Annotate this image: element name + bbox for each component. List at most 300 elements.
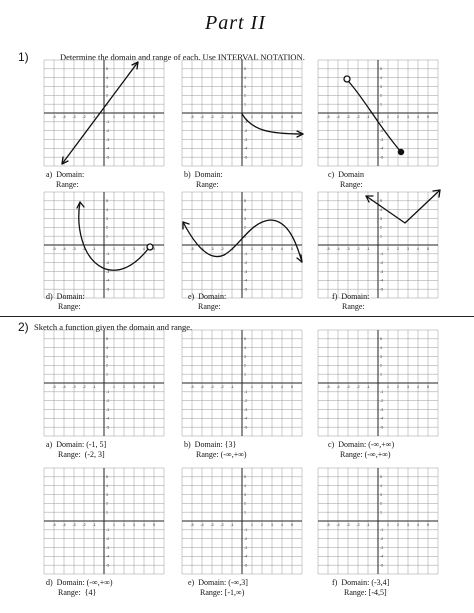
y-tick-label: -4 (380, 554, 384, 559)
y-tick-label: 2 (380, 93, 382, 98)
range-label: Range: (344, 587, 367, 597)
section-divider (0, 316, 474, 317)
caption-1e (188, 292, 226, 311)
x-tick-label: 1 (387, 523, 389, 527)
item-letter: b) (184, 440, 191, 449)
y-tick-label: -5 (380, 287, 384, 292)
x-tick-label: 1 (387, 115, 389, 119)
domain-value: (-∞,3] (228, 578, 248, 587)
domain-label: Domain: (198, 578, 227, 587)
range-label: Range: (196, 449, 219, 459)
y-tick-label: -1 (106, 390, 110, 395)
y-tick-label: -2 (380, 128, 384, 133)
x-tick-label: -5 (190, 115, 194, 119)
graph-2d-grid (44, 468, 164, 574)
y-tick-label: 3 (380, 492, 382, 497)
x-tick-label: -1 (230, 523, 234, 527)
domain-label: Domain: (56, 578, 85, 587)
y-tick-label: 4 (106, 207, 108, 212)
question-1-instruction: Determine the domain and range of each. Use INTERVAL NOTATION. (60, 52, 305, 62)
y-tick-label: 3 (106, 84, 108, 89)
x-tick-label: -5 (52, 115, 56, 119)
y-tick-label: 2 (244, 501, 246, 506)
range-value: [-1,∞) (224, 587, 245, 597)
x-tick-label: -1 (366, 115, 370, 119)
y-tick-label: -5 (106, 287, 110, 292)
y-tick-label: -5 (380, 563, 384, 568)
x-tick-label: -2 (220, 385, 224, 389)
y-tick-label: 1 (380, 372, 382, 377)
y-tick-label: 5 (106, 199, 108, 204)
y-tick-label: 2 (106, 225, 108, 230)
range-label: Range: (56, 179, 79, 189)
y-tick-label: -2 (106, 536, 110, 541)
x-tick-label: 2 (397, 247, 399, 251)
x-tick-label: -2 (82, 385, 86, 389)
x-tick-label: -1 (366, 247, 370, 251)
range-label: Range: (340, 449, 363, 459)
x-tick-label: 4 (281, 115, 283, 119)
x-tick-label: -4 (200, 523, 204, 527)
x-tick-label: 4 (417, 523, 419, 527)
y-tick-label: 2 (380, 225, 382, 230)
x-tick-label: 2 (261, 385, 263, 389)
domain-value: (-∞,+∞) (368, 440, 395, 449)
domain-value: (-3,4] (371, 578, 390, 587)
y-tick-label: 1 (106, 372, 108, 377)
x-tick-label: 1 (113, 385, 115, 389)
x-tick-label: 1 (113, 247, 115, 251)
y-tick-label: -4 (106, 278, 110, 283)
range-label: Range: (58, 301, 81, 311)
x-tick-label: 2 (261, 523, 263, 527)
item-letter: d) (46, 578, 53, 587)
y-tick-label: 4 (244, 345, 246, 350)
x-tick-label: 4 (281, 247, 283, 251)
y-tick-label: -4 (380, 146, 384, 151)
y-tick-label: 3 (380, 84, 382, 89)
y-tick-label: -1 (380, 252, 384, 257)
y-tick-label: 1 (244, 372, 246, 377)
x-tick-label: -1 (230, 385, 234, 389)
x-tick-label: 4 (417, 115, 419, 119)
y-tick-label: -3 (106, 269, 110, 274)
graph-1d-arrow-start (77, 202, 84, 208)
y-tick-label: 5 (380, 337, 382, 342)
y-tick-label: -4 (244, 278, 248, 283)
x-tick-label: 2 (261, 115, 263, 119)
x-tick-label: 3 (407, 523, 409, 527)
y-tick-label: 2 (380, 501, 382, 506)
x-tick-label: 5 (427, 385, 429, 389)
x-tick-label: -3 (346, 115, 350, 119)
x-tick-label: -4 (336, 523, 340, 527)
item-letter: f) (332, 292, 338, 301)
domain-label: Domain: (56, 170, 85, 179)
y-tick-label: -1 (244, 120, 248, 125)
graph-1c-closed-endpoint (398, 149, 403, 154)
y-tick-label: 3 (106, 216, 108, 221)
x-tick-label: 3 (407, 247, 409, 251)
y-tick-label: -5 (106, 425, 110, 430)
graph-2c-grid (318, 330, 438, 436)
x-tick-label: -5 (190, 247, 194, 251)
graph-1a-grid (44, 60, 164, 166)
x-tick-label: -1 (92, 385, 96, 389)
x-tick-label: 2 (261, 247, 263, 251)
x-tick-label: -3 (210, 523, 214, 527)
y-tick-label: 3 (380, 216, 382, 221)
page-title: Part II (205, 12, 266, 34)
y-tick-label: -5 (106, 563, 110, 568)
range-value: [-4,5] (368, 587, 387, 597)
caption-2e (188, 578, 248, 597)
graph-2a-grid (44, 330, 164, 436)
x-tick-label: 2 (397, 523, 399, 527)
x-tick-label: -2 (82, 523, 86, 527)
item-letter: d) (46, 292, 53, 301)
question-number-1: 1) (18, 50, 29, 64)
caption-1a (46, 170, 84, 189)
y-tick-label: -1 (380, 528, 384, 533)
caption-2d (46, 578, 113, 597)
y-tick-label: 4 (380, 483, 382, 488)
x-tick-label: -4 (336, 115, 340, 119)
x-tick-label: 1 (387, 385, 389, 389)
y-tick-label: -5 (380, 425, 384, 430)
y-tick-label: 5 (244, 337, 246, 342)
x-tick-label: 1 (251, 385, 253, 389)
y-tick-label: -4 (106, 554, 110, 559)
x-tick-label: 3 (271, 523, 273, 527)
y-tick-label: -3 (106, 407, 110, 412)
y-tick-label: 5 (106, 475, 108, 480)
y-tick-label: 3 (380, 354, 382, 359)
y-tick-label: 5 (106, 67, 108, 72)
x-tick-label: -3 (72, 523, 76, 527)
range-label: Range: (196, 179, 219, 189)
x-tick-label: 5 (427, 247, 429, 251)
caption-1d (46, 292, 85, 311)
y-tick-label: -5 (106, 155, 110, 160)
item-letter: b) (184, 170, 191, 179)
x-tick-label: 3 (407, 385, 409, 389)
y-tick-label: 4 (106, 483, 108, 488)
x-tick-label: 5 (291, 385, 293, 389)
y-tick-label: -3 (106, 137, 110, 142)
y-tick-label: -4 (380, 416, 384, 421)
x-tick-label: -4 (336, 385, 340, 389)
caption-1b (184, 170, 223, 189)
y-tick-label: -5 (244, 425, 248, 430)
y-tick-label: 3 (106, 354, 108, 359)
x-tick-label: -1 (230, 247, 234, 251)
caption-1f (332, 292, 369, 311)
graph-1f-curve (366, 190, 440, 223)
y-tick-label: 1 (380, 510, 382, 515)
item-letter: f) (332, 578, 338, 587)
graph-2e-grid (182, 468, 302, 574)
x-tick-label: -4 (200, 247, 204, 251)
x-tick-label: -5 (326, 523, 330, 527)
y-tick-label: 2 (106, 501, 108, 506)
y-tick-label: -1 (244, 528, 248, 533)
y-tick-label: -3 (380, 545, 384, 550)
y-tick-label: -5 (244, 563, 248, 568)
y-tick-label: -5 (244, 155, 248, 160)
y-tick-label: 1 (380, 102, 382, 107)
x-tick-label: -1 (92, 247, 96, 251)
x-tick-label: 2 (397, 385, 399, 389)
x-tick-label: 3 (271, 385, 273, 389)
y-tick-label: -4 (244, 554, 248, 559)
y-tick-label: 1 (106, 102, 108, 107)
x-tick-label: -3 (210, 385, 214, 389)
x-tick-label: -1 (366, 523, 370, 527)
y-tick-label: 3 (106, 492, 108, 497)
item-letter: e) (188, 578, 195, 587)
graph-1c-grid (318, 60, 438, 166)
x-tick-label: -2 (82, 247, 86, 251)
domain-value: (-1, 5] (86, 440, 107, 449)
item-letter: a) (46, 170, 53, 179)
y-tick-label: 1 (244, 102, 246, 107)
graph-1f-grid (318, 192, 438, 298)
y-tick-label: 4 (380, 75, 382, 80)
graph-2f-grid (318, 468, 438, 574)
caption-2b (184, 440, 247, 459)
item-letter: a) (46, 440, 53, 449)
x-tick-label: 5 (153, 247, 155, 251)
x-tick-label: -3 (210, 247, 214, 251)
x-tick-label: -5 (52, 247, 56, 251)
x-tick-label: -5 (326, 247, 330, 251)
y-tick-label: 3 (244, 84, 246, 89)
x-tick-label: -3 (210, 115, 214, 119)
x-tick-label: -2 (356, 247, 360, 251)
domain-label: Domain: (338, 440, 367, 449)
x-tick-label: 3 (133, 385, 135, 389)
y-tick-label: 2 (244, 93, 246, 98)
y-tick-label: 2 (244, 225, 246, 230)
y-tick-label: 1 (244, 234, 246, 239)
x-tick-label: 3 (271, 115, 273, 119)
domain-label: Domain: (194, 440, 223, 449)
range-label: Range: (342, 301, 365, 311)
y-tick-label: 2 (244, 363, 246, 368)
caption-2f (332, 578, 389, 597)
range-label: Range: (200, 587, 223, 597)
x-tick-label: -5 (52, 385, 56, 389)
x-tick-label: 1 (251, 523, 253, 527)
y-tick-label: -5 (244, 287, 248, 292)
y-tick-label: 2 (106, 363, 108, 368)
y-tick-label: 1 (106, 510, 108, 515)
y-tick-label: -1 (244, 390, 248, 395)
x-tick-label: -3 (72, 115, 76, 119)
y-tick-label: 1 (244, 510, 246, 515)
y-tick-label: -1 (244, 252, 248, 257)
x-tick-label: -4 (200, 385, 204, 389)
x-tick-label: 2 (123, 523, 125, 527)
y-tick-label: -2 (244, 260, 248, 265)
y-tick-label: -4 (244, 416, 248, 421)
y-tick-label: -2 (380, 536, 384, 541)
y-tick-label: -1 (106, 528, 110, 533)
y-tick-label: 4 (106, 75, 108, 80)
y-tick-label: -4 (244, 146, 248, 151)
x-tick-label: 4 (281, 385, 283, 389)
y-tick-label: -3 (244, 269, 248, 274)
x-tick-label: 4 (143, 115, 145, 119)
y-tick-label: -4 (106, 146, 110, 151)
x-tick-label: -2 (356, 523, 360, 527)
y-tick-label: -3 (244, 407, 248, 412)
x-tick-label: 5 (427, 115, 429, 119)
x-tick-label: 3 (133, 523, 135, 527)
x-tick-label: -4 (62, 115, 66, 119)
x-tick-label: -4 (62, 385, 66, 389)
x-tick-label: 3 (407, 115, 409, 119)
x-tick-label: 1 (113, 115, 115, 119)
x-tick-label: 2 (123, 385, 125, 389)
x-tick-label: 4 (417, 385, 419, 389)
y-tick-label: 2 (106, 93, 108, 98)
caption-1c (328, 170, 364, 189)
domain-label: Domain: (56, 440, 85, 449)
range-value: (-∞,+∞) (364, 449, 391, 459)
y-tick-label: -3 (106, 545, 110, 550)
y-tick-label: 1 (106, 234, 108, 239)
x-tick-label: -2 (220, 115, 224, 119)
graph-1b-grid (182, 60, 302, 166)
x-tick-label: -3 (72, 247, 76, 251)
x-tick-label: 3 (133, 247, 135, 251)
y-tick-label: -2 (106, 260, 110, 265)
y-tick-label: -1 (380, 120, 384, 125)
y-tick-label: -5 (380, 155, 384, 160)
graph-2b-grid (182, 330, 302, 436)
y-tick-label: -1 (106, 252, 110, 257)
range-value: {4} (84, 587, 97, 597)
graph-1d-open-endpoint (147, 244, 153, 250)
domain-label: Domain: (56, 292, 85, 301)
y-tick-label: -2 (106, 128, 110, 133)
domain-label: Domain: (341, 578, 370, 587)
x-tick-label: -2 (220, 247, 224, 251)
x-tick-label: 1 (251, 247, 253, 251)
y-tick-label: 5 (244, 67, 246, 72)
y-tick-label: -3 (380, 137, 384, 142)
x-tick-label: -2 (356, 385, 360, 389)
y-tick-label: 4 (380, 345, 382, 350)
x-tick-label: -5 (326, 115, 330, 119)
x-tick-label: -2 (220, 523, 224, 527)
y-tick-label: 5 (244, 475, 246, 480)
y-tick-label: -2 (244, 398, 248, 403)
y-tick-label: 5 (244, 199, 246, 204)
y-tick-label: 3 (244, 354, 246, 359)
x-tick-label: -5 (326, 385, 330, 389)
y-tick-label: -1 (106, 120, 110, 125)
y-tick-label: 3 (244, 216, 246, 221)
x-tick-label: 5 (427, 523, 429, 527)
x-tick-label: 5 (153, 523, 155, 527)
x-tick-label: -1 (366, 385, 370, 389)
x-tick-label: -4 (62, 523, 66, 527)
range-label: Range: (58, 587, 81, 597)
x-tick-label: -4 (62, 247, 66, 251)
x-tick-label: 2 (123, 247, 125, 251)
x-tick-label: 3 (271, 247, 273, 251)
x-tick-label: 5 (291, 247, 293, 251)
x-tick-label: -5 (190, 523, 194, 527)
x-tick-label: -5 (52, 523, 56, 527)
y-tick-label: -2 (244, 128, 248, 133)
y-tick-label: 1 (380, 234, 382, 239)
y-tick-label: -2 (106, 398, 110, 403)
x-tick-label: 2 (123, 115, 125, 119)
x-tick-label: 1 (251, 115, 253, 119)
y-tick-label: 4 (244, 207, 246, 212)
x-tick-label: 2 (397, 115, 399, 119)
y-tick-label: 5 (106, 337, 108, 342)
x-tick-label: 5 (153, 115, 155, 119)
x-tick-label: 4 (281, 523, 283, 527)
x-tick-label: 5 (291, 523, 293, 527)
x-tick-label: 3 (133, 115, 135, 119)
x-tick-label: -3 (346, 385, 350, 389)
domain-value: {3} (224, 440, 237, 449)
item-letter: c) (328, 170, 335, 179)
x-tick-label: -2 (82, 115, 86, 119)
graph-1d-grid (44, 192, 164, 298)
y-tick-label: -1 (380, 390, 384, 395)
y-tick-label: -2 (244, 536, 248, 541)
y-tick-label: -2 (380, 260, 384, 265)
y-tick-label: 4 (106, 345, 108, 350)
caption-2c (328, 440, 394, 459)
range-label: Range: (198, 301, 221, 311)
y-tick-label: -3 (244, 137, 248, 142)
x-tick-label: -3 (346, 247, 350, 251)
y-tick-label: -4 (106, 416, 110, 421)
domain-label: Domain: (341, 292, 370, 301)
graph-1c-open-endpoint (344, 76, 350, 82)
x-tick-label: -3 (72, 385, 76, 389)
range-value: (-∞,+∞) (220, 449, 247, 459)
y-tick-label: -3 (380, 407, 384, 412)
y-tick-label: -4 (380, 278, 384, 283)
x-tick-label: 4 (143, 523, 145, 527)
graph-1e-grid (182, 192, 302, 298)
domain-value: (-∞,+∞) (86, 578, 113, 587)
y-tick-label: -3 (244, 545, 248, 550)
range-label: Range: (340, 179, 363, 189)
domain-label: Domain: (198, 292, 227, 301)
x-tick-label: 4 (417, 247, 419, 251)
x-tick-label: 4 (143, 247, 145, 251)
x-tick-label: -4 (336, 247, 340, 251)
x-tick-label: -2 (356, 115, 360, 119)
x-tick-label: -5 (190, 385, 194, 389)
y-tick-label: 4 (244, 75, 246, 80)
domain-label: Domain (338, 170, 364, 179)
question-number-2: 2) (18, 320, 29, 334)
domain-label: Domain: (194, 170, 223, 179)
x-tick-label: 1 (387, 247, 389, 251)
y-tick-label: 5 (380, 67, 382, 72)
